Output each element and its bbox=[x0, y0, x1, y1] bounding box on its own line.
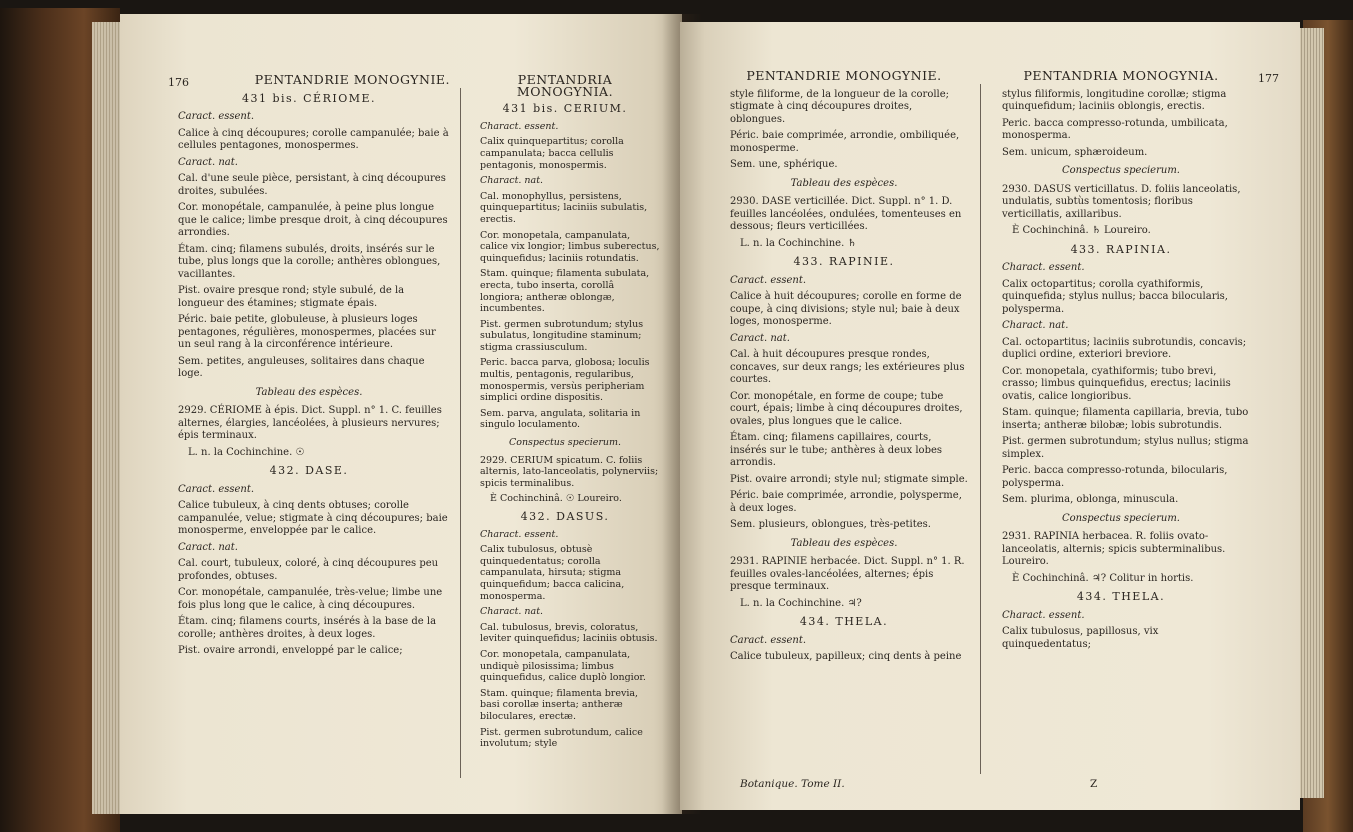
genus-heading: 433. RAPINIE. bbox=[793, 255, 895, 268]
left-page-col-latin bbox=[470, 74, 660, 754]
section-heading: Caract. nat. bbox=[178, 156, 238, 168]
text-paragraph: Cor. monopétale, en forme de coupe; tube court, épais; limbe à cinq découpures droites, ovales, plus longues que le calice. bbox=[730, 390, 963, 427]
section-heading: Caract. essent. bbox=[178, 483, 255, 495]
page-number-right: 177 bbox=[1258, 72, 1279, 85]
running-head: PENTANDRIE MONOGYNIE. bbox=[746, 68, 942, 83]
text-paragraph: Pist. germen subrotundum, calice involutum; style bbox=[480, 726, 643, 750]
text-paragraph: Calice à huit découpures; corolle en forme de coupe, à cinq divisions; style nul; baie à deux loges, monosperme. bbox=[730, 291, 962, 327]
left-page bbox=[120, 14, 682, 814]
text-paragraph: Calice à cinq découpures; corolle campanulée; baie à cellules pentagones, monospermes. bbox=[178, 127, 449, 151]
text-paragraph: Étam. cinq; filamens courts, insérés à la base de la corolle; anthères droites, à deux loges. bbox=[178, 616, 437, 640]
text-paragraph: Cor. monopétale, campanulée, à peine plus longue que le calice; limbe presque droit, à cinq découpures arrondies. bbox=[178, 202, 448, 238]
section-heading: Caract. nat. bbox=[178, 541, 238, 553]
running-head: PENTANDRIA MONOGYNIA. bbox=[516, 72, 614, 99]
text-paragraph: Sem. une, sphérique. bbox=[730, 159, 838, 170]
text-paragraph: Cal. tubulosus, brevis, coloratus, leviter quinquefidus; laciniis obtusis. bbox=[480, 621, 658, 645]
text-paragraph: Péric. baie comprimée, arrondie, ombiliquée, monosperme. bbox=[730, 130, 960, 154]
text-paragraph: 2930. DASUS verticillatus. D. foliis lanceolatis, undulatis, subtùs tomentosis; floribus verticillatis, axillaribus. bbox=[1002, 183, 1241, 220]
text-paragraph: Pist. ovaire arrondi, enveloppé par le calice; bbox=[178, 645, 403, 656]
page-edges-right bbox=[1296, 28, 1324, 798]
genus-heading: 431 bis. CÉRIOME. bbox=[241, 91, 377, 105]
text-paragraph: Peric. bacca compresso-rotunda, bilocularis, polysperma. bbox=[1002, 465, 1228, 489]
section-heading: Caract. essent. bbox=[730, 274, 807, 286]
text-paragraph: Étam. cinq; filamens capillaires, courts, insérés sur le tube; anthères à deux lobes arrondis. bbox=[730, 432, 943, 468]
left-page-col-french bbox=[168, 74, 450, 662]
text-paragraph: Calice tubuleux, à cinq dents obtuses; corolle campanulée, velue; stigmate à cinq découpures; baie monosperme, enveloppée par le calice. bbox=[178, 500, 448, 536]
text-paragraph: Cal. d'une seule pièce, persistant, à cinq découpures droites, subulées. bbox=[178, 173, 446, 197]
section-heading: Caract. essent. bbox=[730, 634, 807, 646]
right-page-col-french bbox=[720, 70, 968, 668]
text-paragraph: Péric. baie petite, globuleuse, à plusieurs loges pentagones, régulières, monospermes, placées sur un seul rang à la circonférence intérieure. bbox=[178, 314, 436, 350]
table-heading: Conspectus specierum. bbox=[508, 437, 622, 449]
text-paragraph: Sem. parva, angulata, solitaria in singulo loculamento. bbox=[480, 407, 641, 431]
genus-heading: 431 bis. CERIUM. bbox=[502, 102, 628, 116]
text-paragraph: Calix octopartitus; corolla cyathiformis, quinquefida; stylus nullus; bacca bilocularis, polysperma. bbox=[1002, 278, 1228, 315]
text-paragraph: Sem. plusieurs, oblongues, très-petites. bbox=[730, 519, 931, 530]
genus-heading: 432. DASE. bbox=[269, 464, 349, 477]
text-paragraph: Cor. monopetala, cyathiformis; tubo brevi, crasso; limbus quinquefidus, erectus; laciniis ovatis, calice longioribus. bbox=[1002, 365, 1231, 402]
section-heading: Charact. nat. bbox=[480, 606, 544, 618]
text-paragraph: Peric. bacca compresso-rotunda, umbilicata, monosperma. bbox=[1002, 117, 1228, 141]
text-paragraph: Pist. ovaire arrondi; style nul; stigmate simple. bbox=[730, 473, 968, 485]
text-paragraph: Peric. bacca parva, globosa; loculis multis, pentagonis, regularibus, monospermis, versùs peripheriam simplici ordine dispositis. bbox=[480, 357, 650, 404]
table-heading: Tableau des espèces. bbox=[790, 177, 898, 189]
text-paragraph: Cor. monopetala, campanulata, calice vix longior; limbus suberectus, quinquefidus; laciniis rotundatis. bbox=[480, 229, 660, 264]
text-paragraph: Cal. court, tubuleux, coloré, à cinq découpures peu profondes, obtuses. bbox=[178, 558, 439, 582]
species-locality: L. n. la Cochinchine. ☉ bbox=[188, 446, 305, 458]
text-paragraph: 2931. RAPINIE herbacée. Dict. Suppl. n° 1. R. feuilles ovales-lancéolées, alternes; épis presque terminaux. bbox=[730, 556, 965, 592]
text-paragraph: Pist. germen subrotundum; stylus nullus; stigma simplex. bbox=[1002, 436, 1249, 460]
text-paragraph: Cor. monopetala, campanulata, undiquè pilosissima; limbus quinquefidus, calice duplò longior. bbox=[480, 648, 646, 684]
text-paragraph: Cal. monophyllus, persistens, quinquepartitus; laciniis subulatis, erectis. bbox=[480, 190, 648, 225]
column-rule bbox=[460, 88, 461, 778]
page-number-left: 176 bbox=[168, 76, 189, 89]
text-paragraph: Pist. germen subrotundum; stylus subulatus, longitudine staminum; stigma crassiusculum. bbox=[480, 318, 644, 353]
text-paragraph: style filiforme, de la longueur de la corolle; stigmate à cinq découpures droites, oblongues. bbox=[730, 88, 950, 125]
text-paragraph: 2930. DASE verticillée. Dict. Suppl. n° 1. D. feuilles lancéolées, ondulées, tomenteuses en dessous; fleurs verticillées. bbox=[730, 196, 962, 232]
genus-heading: 434. THELA. bbox=[1076, 590, 1166, 603]
text-paragraph: Sem. petites, anguleuses, solitaires dans chaque loge. bbox=[178, 355, 425, 379]
right-page-col-latin bbox=[992, 70, 1250, 655]
running-head: PENTANDRIA MONOGYNIA. bbox=[1023, 68, 1219, 83]
text-paragraph: Stam. quinque; filamenta brevia, basi corollæ inserta; antheræ biloculares, erectæ. bbox=[480, 687, 639, 722]
text-paragraph: 2931. RAPINIA herbacea. R. foliis ovato-lanceolatis, alternis; spicis subterminalibus. Loureiro. bbox=[1002, 531, 1226, 567]
species-locality: L. n. la Cochinchine. ♃? bbox=[740, 597, 862, 609]
species-locality: È Cochinchinâ. ☉ Loureiro. bbox=[490, 493, 622, 505]
text-paragraph: Calix tubulosus, obtusè quinquedentatus; corolla campanulata, hirsuta; stigma quinquefidum; bacca calicina, monosperma. bbox=[480, 544, 625, 602]
table-heading: Tableau des espèces. bbox=[790, 537, 898, 549]
section-heading: Charact. essent. bbox=[480, 528, 559, 540]
text-paragraph: 2929. CÉRIOME à épis. Dict. Suppl. n° 1. C. feuilles alternes, élargies, lancéolées, à plusieurs nervures; épis terminaux. bbox=[178, 405, 442, 441]
column-rule bbox=[980, 84, 981, 774]
text-paragraph: stylus filiformis, longitudine corollæ; stigma quinquefidum; laciniis oblongis, erectis. bbox=[1002, 88, 1227, 112]
footer-signature: Botanique. Tome II. bbox=[740, 778, 845, 790]
text-paragraph: Stam. quinque; filamenta capillaria, brevia, tubo inserta; antheræ bilobæ; lobis subrotundis. bbox=[1002, 407, 1249, 431]
text-paragraph: Sem. plurima, oblonga, minuscula. bbox=[1002, 494, 1179, 505]
genus-heading: 432. DASUS. bbox=[520, 510, 610, 523]
species-locality: È Cochinchinâ. ♄ Loureiro. bbox=[1012, 225, 1151, 236]
section-heading: Charact. essent. bbox=[1002, 262, 1085, 273]
section-heading: Charact. nat. bbox=[480, 175, 544, 187]
genus-heading: 434. THELA. bbox=[799, 615, 889, 628]
text-paragraph: Calix quinquepartitus; corolla campanulata; bacca cellulis pentagonis, monospermis. bbox=[480, 136, 624, 171]
section-heading: Charact. essent. bbox=[1002, 609, 1085, 621]
species-locality: È Cochinchinâ. ♃? Colitur in hortis. bbox=[1012, 572, 1194, 584]
running-head: PENTANDRIE MONOGYNIE. bbox=[254, 72, 450, 87]
footer-mark: Z bbox=[1090, 778, 1098, 790]
table-heading: Tableau des espèces. bbox=[255, 386, 363, 398]
text-paragraph: Étam. cinq; filamens subulés, droits, insérés sur le tube, plus longs que la corolle; anthères oblongues, vacillantes. bbox=[178, 243, 441, 280]
text-paragraph: Péric. baie comprimée, arrondie, polysperme, à deux loges. bbox=[730, 490, 962, 514]
text-paragraph: Cal. à huit découpures presque rondes, concaves, sur deux rangs; les extérieures plus courtes. bbox=[730, 349, 965, 385]
text-paragraph: Pist. ovaire presque rond; style subulé, de la longueur des étamines; stigmate épais. bbox=[178, 285, 405, 309]
text-paragraph: Sem. unicum, sphæroideum. bbox=[1002, 146, 1148, 158]
text-paragraph: Cal. octopartitus; laciniis subrotundis, concavis; duplici ordine, exteriori breviore. bbox=[1002, 336, 1247, 360]
table-heading: Conspectus specierum. bbox=[1062, 512, 1180, 524]
text-paragraph: Calice tubuleux, papilleux; cinq dents à peine bbox=[730, 651, 962, 662]
section-heading: Charact. nat. bbox=[1002, 320, 1069, 331]
section-heading: Caract. essent. bbox=[178, 111, 255, 122]
right-page bbox=[680, 22, 1300, 810]
text-paragraph: 2929. CERIUM spicatum. C. foliis alternis, lato-lanceolatis, polynerviis; spicis terminalibus. bbox=[480, 454, 659, 489]
text-paragraph: Stam. quinque; filamenta subulata, erecta, tubo inserta, corollâ longiora; antheræ oblongæ, incumbentes. bbox=[480, 268, 650, 315]
species-locality: L. n. la Cochinchine. ♄ bbox=[740, 237, 857, 249]
text-paragraph: Cor. monopétale, campanulée, très-velue; limbe une fois plus long que le calice, à cinq découpures. bbox=[178, 587, 443, 611]
section-heading: Charact. essent. bbox=[480, 120, 559, 132]
table-heading: Conspectus specierum. bbox=[1062, 165, 1180, 176]
section-heading: Caract. nat. bbox=[730, 332, 790, 344]
genus-heading: 433. RAPINIA. bbox=[1070, 242, 1172, 256]
text-paragraph: Calix tubulosus, papillosus, vix quinquedentatus; bbox=[1002, 626, 1159, 650]
